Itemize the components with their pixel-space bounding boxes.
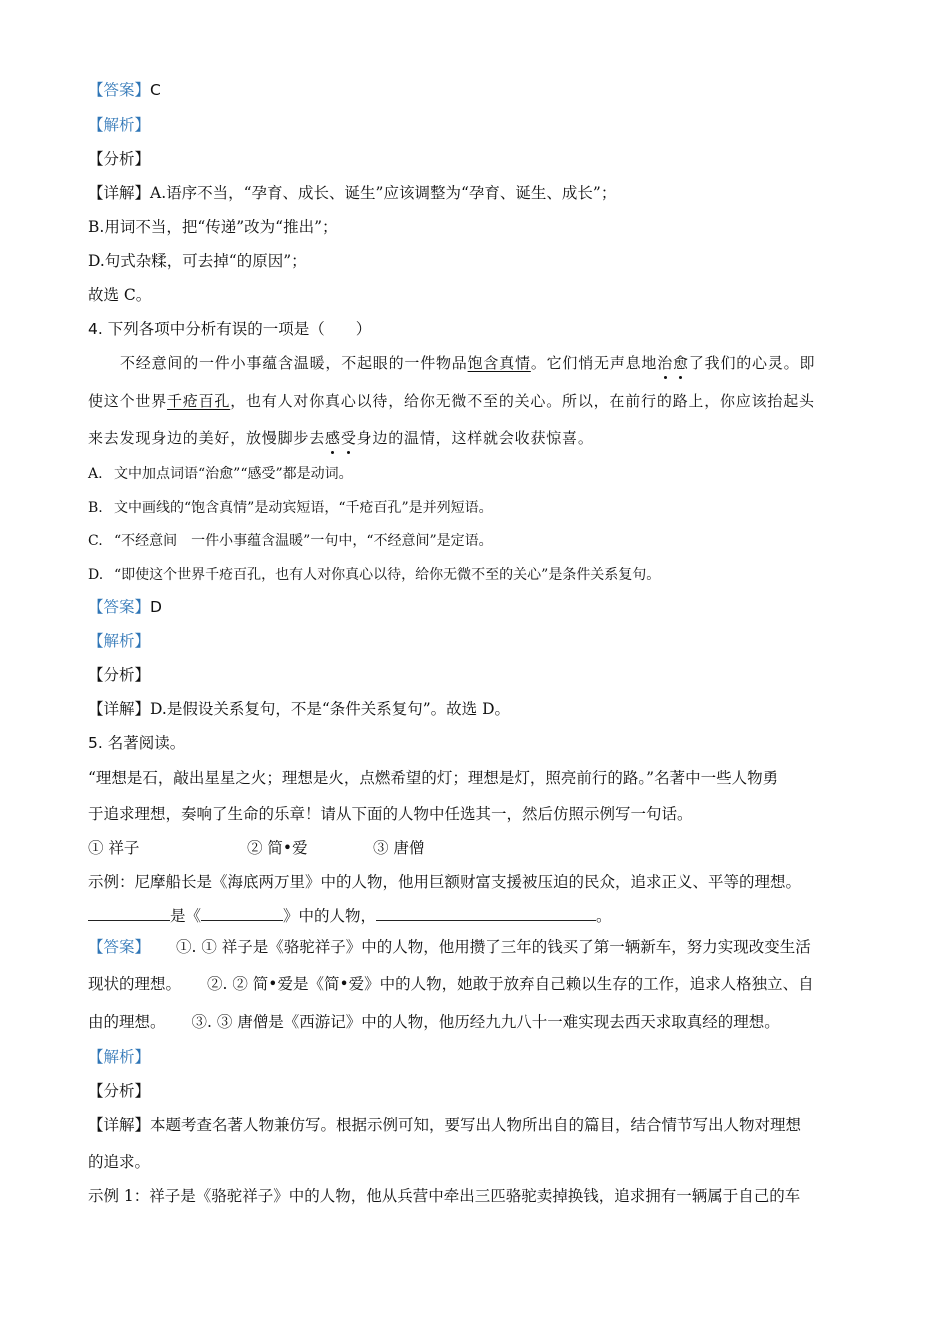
passage-text: 来去发现身边的美好，放慢脚步去 — [88, 429, 326, 447]
q5-answer-line-3 — [88, 1011, 780, 1033]
underlined-phrase: 饱含真情 — [467, 354, 531, 372]
q5-fenxi-tag: 【分析】 — [88, 1082, 151, 1100]
q5-detail-2: 的追求。 — [88, 1153, 151, 1171]
q5-detail-line — [88, 1114, 801, 1136]
q4-fenxi-tag: 【分析】 — [88, 666, 151, 684]
option-letter: B. — [88, 500, 103, 516]
fill-text: 》中的人物， — [283, 907, 377, 925]
answer-tag: 【答案】 — [88, 81, 151, 99]
option-text: 文中加点词语“治愈”“感受”都是动词。 — [114, 466, 353, 482]
detail-text: 本题考查名著人物兼仿写。根据示例可知，要写出人物所出自的篇目，结合情节写出人物对理想 — [150, 1116, 802, 1134]
option-text: 文中画线的“饱含真情”是动宾短语，“千疮百孔”是并列短语。 — [114, 500, 493, 516]
fill-blank — [88, 906, 170, 921]
fill-blank — [376, 906, 596, 921]
q4-answer-line — [88, 596, 162, 618]
answer-text: 现状的理想。 — [88, 975, 182, 993]
passage-text: 。它们悄无声息地 — [530, 354, 658, 372]
q5-quote-2: 于追求理想，奏响了生命的乐章！请从下面的人物中任选其一，然后仿照示例写一句话。 — [88, 805, 693, 823]
q3-fenxi-tag: 【分析】 — [88, 150, 151, 168]
detail-tag: 【详解】 — [88, 1116, 151, 1134]
q3-detail-3: D.句式杂糅，可去掉“的原因”； — [88, 252, 307, 270]
answer-text: ②. ② 简•爱是《简•爱》中的人物，她敢于放弃自己赖以生存的工作，追求人格独立、自 — [207, 975, 814, 993]
q4-analysis-tag: 【解析】 — [88, 632, 151, 650]
q4-option-a — [88, 463, 353, 485]
answer-text: ①. ① 祥子是《骆驼祥子》中的人物，他用攒了三年的钱买了第一辆新车，努力实现改变生活 — [176, 938, 811, 956]
dotted-char: 受 — [340, 429, 357, 447]
q5-fill-line — [88, 905, 612, 927]
passage-text: 使这个世界 — [88, 392, 168, 410]
question-text: 下列各项中分析有误的一项是（ ） — [107, 320, 372, 338]
question-number: 4. — [88, 320, 103, 338]
q4-passage-line-2 — [88, 390, 815, 412]
q3-answer-line — [88, 79, 161, 101]
q5-example: 示例：尼摩船长是《海底两万里》中的人物，他用巨额财富支援被压迫的民众，追求正义、平等的理想。 — [88, 873, 802, 891]
answer-tag: 【答案】 — [88, 598, 151, 616]
choice-item: ① 祥子 — [88, 839, 140, 857]
passage-text: 身边的温情，这样就会收获惊喜。 — [356, 429, 594, 447]
fill-blank — [201, 906, 283, 921]
q4-stem — [88, 318, 371, 340]
answer-value: D — [150, 598, 162, 616]
answer-value: C — [150, 81, 161, 99]
q4-passage-line-1 — [120, 352, 815, 374]
question-number: 5. — [88, 734, 103, 752]
q3-detail-line — [88, 182, 616, 204]
q3-detail-4: 故选 C。 — [88, 286, 152, 304]
choice-item: ② 简•爱 — [247, 839, 308, 857]
choice-item: ③ 唐僧 — [373, 839, 425, 857]
fill-text: 。 — [596, 907, 612, 925]
option-letter: D. — [88, 567, 104, 583]
q5-answer-line-2 — [88, 973, 814, 995]
q5-quote-1: “理想是石，敲出星星之火；理想是火，点燃希望的灯；理想是灯，照亮前行的路。”名著中一些人物勇 — [88, 769, 779, 787]
dotted-char: 治 — [657, 354, 674, 372]
q5-example-1: 示例 1：祥子是《骆驼祥子》中的人物，他从兵营中牵出三匹骆驼卖掉换钱，追求拥有一辆属于自己的车 — [88, 1187, 801, 1205]
question-text: 名著阅读。 — [107, 734, 186, 752]
option-text: “不经意间 一件小事蕴含温暖”一句中，“不经意间”是定语。 — [114, 533, 493, 549]
option-text: “即使这个世界千疮百孔，也有人对你真心以待，给你无微不至的关心”是条件关系复句。 — [114, 567, 661, 583]
detail-text: D.是假设关系复句，不是“条件关系复句”。故选 D。 — [150, 700, 511, 718]
dotted-char: 愈 — [673, 354, 689, 372]
q3-analysis-tag: 【解析】 — [88, 116, 151, 134]
q5-choices — [88, 837, 424, 859]
q4-option-b — [88, 497, 493, 519]
q4-option-d — [88, 564, 660, 586]
q3-detail-2: B.用词不当，把“传递”改为“推出”； — [88, 218, 338, 236]
q4-passage-line-3 — [88, 427, 594, 449]
option-letter: C. — [88, 533, 103, 549]
answer-text: ③. ③ 唐僧是《西游记》中的人物，他历经九九八十一难实现去西天求取真经的理想。 — [191, 1013, 780, 1031]
fill-text: 是《 — [170, 907, 202, 925]
q4-option-c — [88, 530, 493, 552]
detail-text: A.语序不当，“孕育、成长、诞生”应该调整为“孕育、诞生、成长”； — [150, 184, 617, 202]
dotted-char: 感 — [325, 429, 341, 447]
q4-detail-line — [88, 698, 510, 720]
underlined-phrase: 千疮百孔 — [167, 392, 231, 410]
q5-answer-line-1 — [88, 936, 811, 958]
passage-text: 了我们的心灵。即 — [688, 354, 816, 372]
q5-stem — [88, 732, 185, 754]
option-letter: A. — [88, 466, 103, 482]
passage-text: ，也有人对你真心以待，给你无微不至的关心。所以，在前行的路上，你应该抬起头 — [230, 392, 815, 410]
passage-text: 不经意间的一件小事蕴含温暖，不起眼的一件物品 — [120, 354, 468, 372]
answer-text: 由的理想。 — [88, 1013, 166, 1031]
answer-tag: 【答案】 — [88, 938, 151, 956]
detail-tag: 【详解】 — [88, 184, 151, 202]
detail-tag: 【详解】 — [88, 700, 151, 718]
q5-analysis-tag: 【解析】 — [88, 1048, 151, 1066]
